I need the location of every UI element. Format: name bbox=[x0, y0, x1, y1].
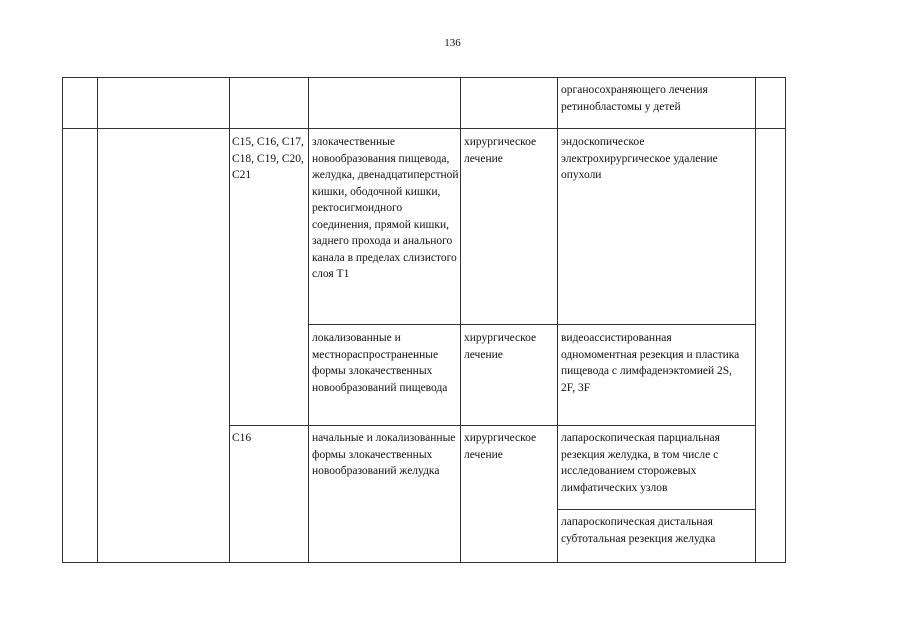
col-line-1 bbox=[97, 77, 98, 563]
col-line-3 bbox=[308, 77, 309, 563]
page-number: 136 bbox=[444, 37, 461, 49]
cell-diagnosis-r1: злокачественные новообразования пищевода, желудка, двенадцатиперстной кишки, ободочной кишки, ректосигмоидного соединения, прямой кишки, заднего прохода и анального канала в пределах слизистого слоя T1 bbox=[312, 136, 459, 280]
table-border-bottom bbox=[62, 562, 785, 563]
cell-treatment-type-r1: хирургическое лечение bbox=[464, 136, 537, 165]
row-divider-1 bbox=[62, 128, 785, 129]
col-line-5 bbox=[557, 77, 558, 563]
cell-icd-codes-r1: C15, C16, C17, C18, C19, C20, C21 bbox=[232, 136, 304, 181]
cell-method-r1: эндоскопическое электрохирургическое удаление опухоли bbox=[561, 136, 718, 181]
cell-treatment-type-r2: хирургическое лечение bbox=[464, 332, 537, 361]
row-divider-2 bbox=[308, 324, 755, 325]
col-line-2 bbox=[229, 77, 230, 563]
col-line-0 bbox=[62, 77, 63, 563]
cell-method-r3a: лапароскопическая парциальная резекция желудка, в том числе с исследованием сторожевых лимфатических узлов bbox=[561, 432, 720, 494]
cell-method-r0: органосохраняющего лечения ретинобластомы у детей bbox=[561, 84, 708, 113]
col-line-6 bbox=[755, 77, 756, 563]
table-border-top bbox=[62, 77, 785, 78]
cell-treatment-type-r3: хирургическое лечение bbox=[464, 432, 537, 461]
cell-diagnosis-r3: начальные и локализованные формы злокачественных новообразований желудка bbox=[312, 432, 456, 477]
col-line-7 bbox=[785, 77, 786, 563]
cell-diagnosis-r2: локализованные и местнораспространенные формы злокачественных новообразований пищевода bbox=[312, 332, 448, 394]
cell-method-r3b: лапароскопическая дистальная субтотальная резекция желудка bbox=[561, 516, 716, 545]
cell-icd-codes-r3: C16 bbox=[232, 432, 252, 444]
cell-method-r2: видеоассистированная одномоментная резекция и пластика пищевода с лимфаденэктомией 2S, 2F, 3F bbox=[561, 332, 740, 394]
row-divider-4 bbox=[557, 509, 755, 510]
